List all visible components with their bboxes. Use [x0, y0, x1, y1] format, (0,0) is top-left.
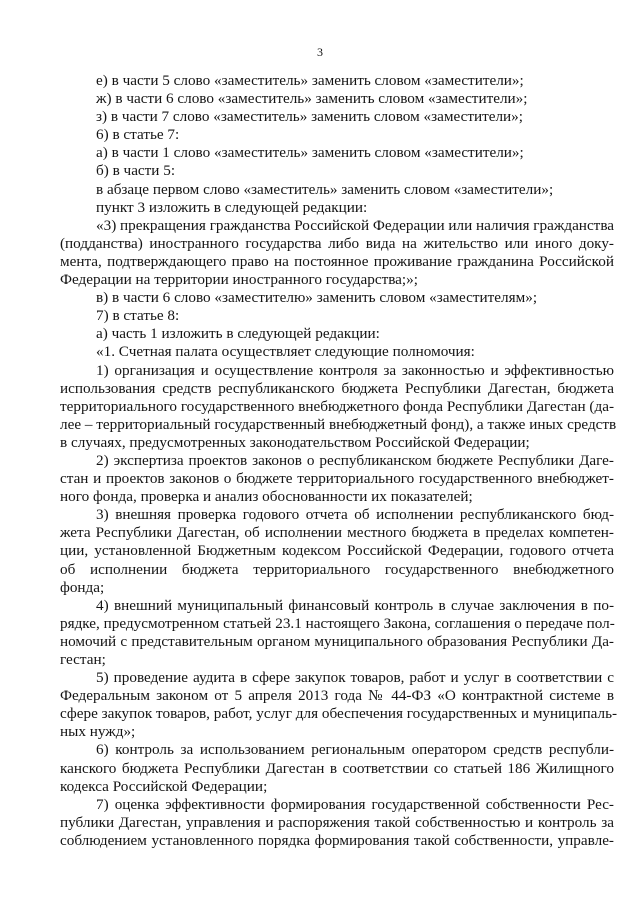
text-line: «1. Счетная палата осуществляет следующие полномочия:: [96, 343, 475, 361]
text-line: ции, установленной Бюджетным кодексом Российской Федерации, годового отчета: [60, 542, 614, 560]
text-line: рядке, предусмотренном статьей 23.1 настоящего Закона, соглашения о передаче пол-: [60, 614, 615, 632]
text-line: 5) проведение аудита в сфере закупок товаров, работ и услуг в соответствии с: [96, 669, 614, 687]
text-line: Федерации на территории иностранного государства;»;: [60, 271, 418, 289]
text-line: Федеральным законом от 5 апреля 2013 года № 44-ФЗ «О контрактной системе в: [60, 687, 614, 705]
text-line: пункт 3 изложить в следующей редакции:: [96, 198, 368, 216]
text-line: 1) организация и осуществление контроля за законностью и эффективностью: [96, 361, 614, 379]
text-line: территориального государственного внебюджетного фонда Республики Дагестан (да-: [60, 397, 614, 415]
text-line: «3) прекращения гражданства Российской Федерации или наличия гражданства: [96, 216, 615, 234]
text-line: использования средств республиканского бюджета Республики Дагестан, бюджета: [60, 379, 614, 397]
text-line: соблюдением установленного порядка формирования такой собственности, управле-: [60, 831, 614, 849]
text-line: публики Дагестан, управления и распоряжения такой собственностью и контроль за: [60, 813, 614, 831]
text-line: б) в части 5:: [96, 162, 176, 180]
text-line: 7) в статье 8:: [96, 307, 180, 325]
text-line: фонда;: [60, 578, 105, 596]
text-line: 7) оценка эффективности формирования государственной собственности Рес-: [96, 795, 614, 813]
text-line: 2) экспертиза проектов законов о республиканском бюджете Республики Даге-: [96, 451, 614, 469]
text-line: мента, подтверждающего право на постоянное проживание гражданина Российской: [60, 252, 614, 270]
text-line: лее – территориальный государственный внебюджетный фонд), а также иных средств: [60, 415, 617, 433]
text-line: 6) в статье 7:: [96, 126, 180, 144]
text-line: ж) в части 6 слово «заместитель» заменить словом «заместители»;: [96, 90, 528, 108]
text-line: (подданства) иностранного государства либо вида на жительство или иного доку-: [60, 234, 614, 252]
text-line: ного фонда, проверка и анализ обоснованности их показателей;: [60, 488, 473, 506]
text-line: е) в части 5 слово «заместитель» заменить словом «заместители»;: [96, 72, 524, 89]
text-line: номочий с представительным органом муниципального образования Республики Да-: [60, 632, 614, 650]
text-line: з) в части 7 слово «заместитель» заменить словом «заместители»;: [96, 108, 523, 126]
text-line: 4) внешний муниципальный финансовый контроль в случае заключения в по-: [96, 596, 614, 614]
text-line: жета Республики Дагестан, об исполнении местного бюджета в пределах компетен-: [60, 524, 614, 542]
text-line: а) в части 1 слово «заместитель» заменить словом «заместители»;: [96, 144, 524, 162]
text-line: сфере закупок товаров, работ, услуг для обеспечения государственных и муниципаль-: [60, 705, 618, 723]
text-line: кодекса Российской Федерации;: [60, 777, 268, 795]
text-line: а) часть 1 изложить в следующей редакции:: [96, 325, 380, 343]
page-number: 3: [317, 45, 323, 59]
text-line: 3) внешняя проверка годового отчета об исполнении республиканского бюд-: [96, 506, 614, 524]
text-line: в) в части 6 слово «заместителю» заменить словом «заместителям»;: [96, 289, 538, 307]
text-line: в абзаце первом слово «заместитель» заменить словом «заместители»;: [96, 180, 554, 198]
text-line: стан и проектов законов о бюджете территориального государственного внебюджет-: [60, 470, 614, 488]
text-line: гестан;: [60, 651, 106, 668]
text-line: в случаях, предусмотренных законодательством Российской Федерации;: [60, 433, 530, 451]
text-line: канского бюджета Республики Дагестан в соответствии со статьей 186 Жилищного: [60, 759, 614, 777]
text-line: ных нужд»;: [60, 723, 136, 741]
text-line: об исполнении бюджета территориального государственного внебюджетного: [60, 560, 614, 578]
text-line: 6) контроль за использованием региональным оператором средств республи-: [96, 741, 614, 759]
document-body: [60, 72, 618, 850]
